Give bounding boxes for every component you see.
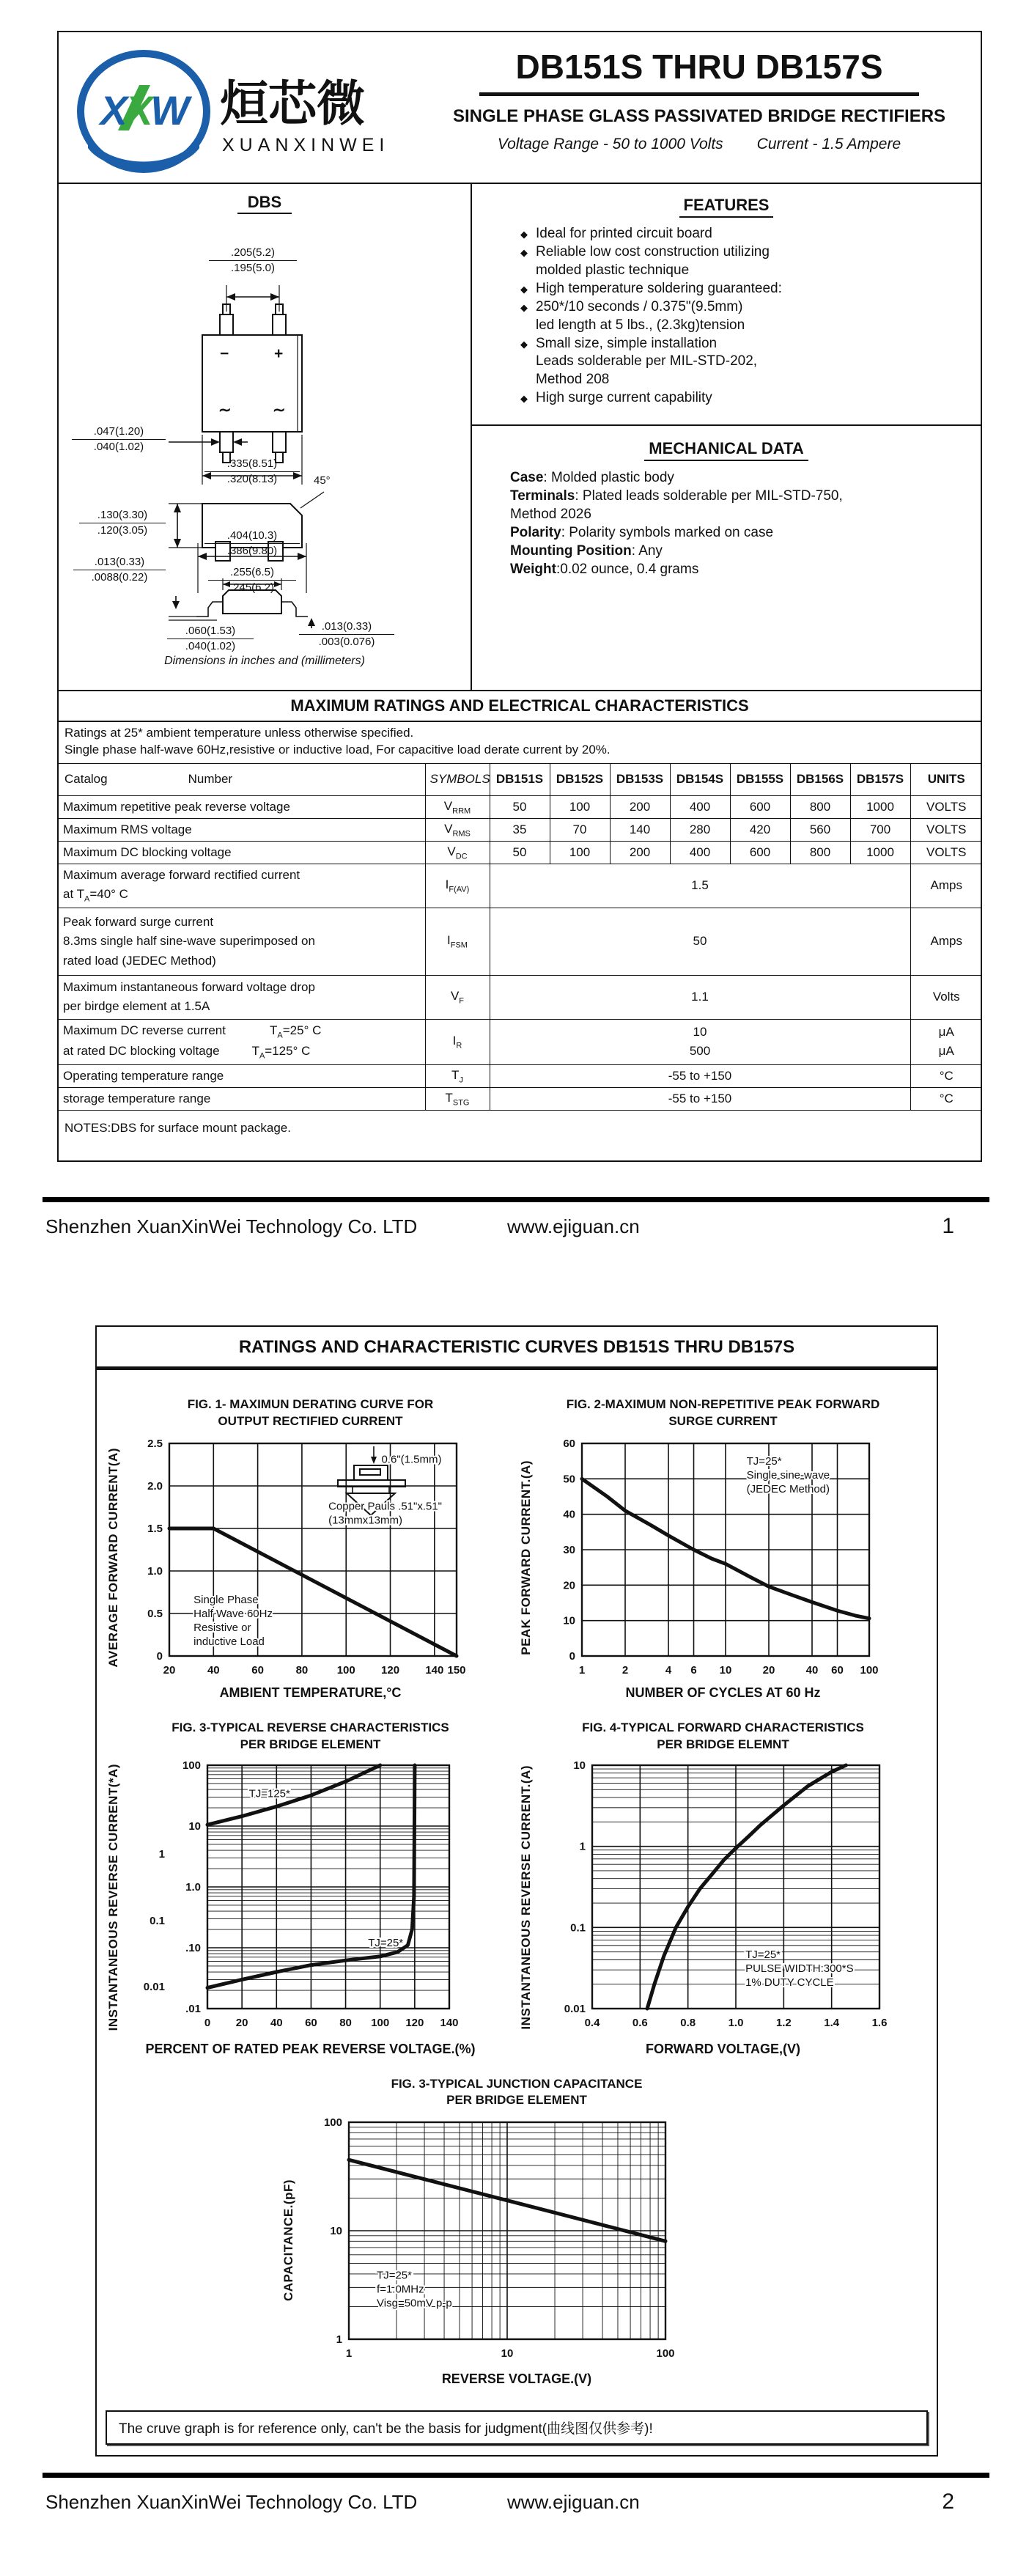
- svg-text:TJ=25*: TJ=25*: [745, 1948, 781, 1961]
- title-block: [431, 40, 975, 178]
- svg-text:1.2: 1.2: [775, 2016, 792, 2029]
- svg-text:2: 2: [622, 1663, 628, 1677]
- svg-text:60: 60: [563, 1437, 575, 1450]
- svg-text:1: 1: [158, 1847, 165, 1861]
- svg-text:140: 140: [425, 1663, 444, 1677]
- svg-text:20: 20: [163, 1663, 176, 1677]
- symbol-tstg: $T_{STG}$: [425, 1087, 490, 1110]
- logo-xxw: XXW: [100, 87, 188, 133]
- svg-text:0.6"(1.5mm): 0.6"(1.5mm): [381, 1453, 442, 1466]
- svg-text:TJ=125*: TJ=125*: [248, 1786, 290, 1800]
- svg-text:80: 80: [339, 2016, 352, 2029]
- page-number: 1: [942, 1213, 954, 1238]
- svg-text:Single sine-wave: Single sine-wave: [746, 1468, 830, 1482]
- ratings-heading: MAXIMUM RATINGS AND ELECTRICAL CHARACTERISTICS: [59, 690, 981, 722]
- svg-text:2.5: 2.5: [147, 1437, 163, 1450]
- svg-text:Copper Pauls .51"x.51": Copper Pauls .51"x.51": [328, 1500, 442, 1513]
- table-row-tstg: storage temperature range $T_{STG}$ -55 to +150 °C: [59, 1087, 982, 1110]
- dim-body-height: .130(3.30) .120(3.05): [79, 508, 166, 537]
- svg-text:1.5: 1.5: [147, 1522, 163, 1535]
- svg-text:1: 1: [345, 2347, 352, 2360]
- figure-1-y-axis-label: AVERAGE FORWARD CURRENT(A): [106, 1447, 120, 1668]
- svg-text:120: 120: [405, 2016, 424, 2029]
- part-header: DB156S: [790, 763, 850, 795]
- figure-1-title: FIG. 1- MAXIMUN DERATING CURVE FOR OUTPUT RECTIFIED CURRENT: [187, 1396, 434, 1428]
- current-rating: Current - 1.5 Ampere: [756, 136, 901, 152]
- svg-text:0.01: 0.01: [143, 1980, 165, 1993]
- figure-5-y-axis-label: CAPACITANCE.(pF): [281, 2179, 295, 2302]
- figure-5-title: FIG. 3-TYPICAL JUNCTION CAPACITANCE PER BRIDGE ELEMENT: [391, 2076, 643, 2108]
- svg-text:Resistive or: Resistive or: [193, 1621, 251, 1634]
- feature-item: ◆ Ideal for printed circuit board: [520, 225, 976, 243]
- svg-text:1.6: 1.6: [871, 2016, 888, 2029]
- svg-text:0: 0: [569, 1649, 575, 1663]
- footer-2: [45, 2489, 984, 2514]
- figure-2-x-axis-label: NUMBER OF CYCLES AT 60 Hz: [625, 1685, 821, 1700]
- part-header: DB151S: [490, 763, 550, 795]
- symbol-ifsm: $I_{FSM}$: [425, 908, 490, 975]
- svg-text:4: 4: [665, 1663, 671, 1677]
- website-link: www.ejiguan.cn: [507, 2491, 640, 2514]
- svg-text:1.0: 1.0: [185, 1880, 201, 1894]
- company-logo: [64, 40, 431, 178]
- svg-text:1.0: 1.0: [147, 1564, 163, 1578]
- svg-text:TJ=25*: TJ=25*: [376, 2270, 412, 2283]
- mech-line: Method 2026: [510, 507, 591, 523]
- page-number: 2: [942, 2489, 954, 2514]
- mech-line: Mounting Position: Any: [510, 543, 663, 559]
- symbol-ifav: $I_{F(AV)}$: [425, 864, 490, 908]
- svg-text:1.4: 1.4: [823, 2016, 839, 2029]
- svg-text:0.6: 0.6: [632, 2016, 648, 2029]
- table-notes: NOTES:DBS for surface mount package.: [64, 1120, 291, 1135]
- symbol-ir: $I_R$: [425, 1019, 490, 1064]
- page-title: DB151S THRU DB157S: [515, 48, 883, 86]
- company-name: Shenzhen XuanXinWei Technology Co. LTD: [45, 2491, 418, 2514]
- symbol-vrrm: $V_{RRM}$: [425, 795, 490, 818]
- svg-text:120: 120: [380, 1663, 399, 1677]
- svg-text:(JEDEC Method): (JEDEC Method): [746, 1482, 830, 1495]
- figure-3-chart: [121, 1756, 469, 2039]
- table-row-ifav: Maximum average forward rectified current at $T_A=40^\circ$ C $I_{F(AV)}$ 1.5 Amps: [59, 864, 982, 908]
- mechanical-data-section: [472, 426, 981, 586]
- bullet-icon: ◆: [520, 302, 528, 314]
- title-underline: [479, 92, 919, 96]
- dim-inner-width: .255(6.5) .245(6.2): [208, 565, 296, 595]
- footer-rule-1: [43, 1197, 989, 1202]
- svg-text:10: 10: [330, 2225, 342, 2238]
- symbol-vdc: $V_{DC}$: [425, 841, 490, 864]
- table-row-ifsm: Peak forward surge current 8.3ms single half sine-wave superimposed on rated load (JEDEC Method) $I_{FSM}$ 50 Amps: [59, 908, 982, 975]
- features-heading: FEATURES: [476, 196, 976, 215]
- polarity-plus: +: [274, 345, 284, 362]
- package-name: DBS: [59, 193, 471, 212]
- svg-text:0.8: 0.8: [679, 2016, 696, 2029]
- table-header-row: [59, 763, 982, 795]
- ratings-notes: [59, 722, 981, 763]
- svg-text:20: 20: [563, 1578, 575, 1591]
- figure-4-y-axis-label: INSTANTANEOUS REVERSE CURRENT.(A): [519, 1764, 533, 2030]
- curves-heading: RATINGS AND CHARACTERISTIC CURVES DB151S THRU DB157S: [97, 1327, 937, 1370]
- figure-2-title: FIG. 2-MAXIMUM NON-REPETITIVE PEAK FORWARD SURGE CURRENT: [566, 1396, 880, 1428]
- symbol-vf: $V_F$: [425, 975, 490, 1019]
- svg-text:150: 150: [447, 1663, 466, 1677]
- svg-text:2.0: 2.0: [147, 1479, 163, 1493]
- mechanical-data-heading: MECHANICAL DATA: [476, 439, 976, 458]
- svg-text:1.0: 1.0: [728, 2016, 744, 2029]
- dim-foot-length: .060(1.53) .040(1.02): [167, 624, 254, 653]
- svg-text:40: 40: [563, 1508, 575, 1521]
- bullet-icon: ◆: [520, 392, 528, 404]
- package-outline-column: [59, 184, 472, 690]
- logo-en-text: XUANXINWEI: [222, 135, 390, 155]
- svg-text:0: 0: [204, 2016, 210, 2029]
- figure-5-x-axis-label: REVERSE VOLTAGE.(V): [441, 2371, 592, 2387]
- svg-text:0.5: 0.5: [147, 1607, 163, 1620]
- svg-text:40: 40: [805, 1663, 819, 1677]
- svg-text:40: 40: [207, 1663, 220, 1677]
- symbols-header: SYMBOLS: [425, 763, 490, 795]
- figure-1-x-axis-label: AMBIENT TEMPERATURE,°C: [219, 1685, 402, 1700]
- figure-4-chart: [534, 1756, 904, 2039]
- ratings-note-2: Single phase half-wave 60Hz,resistive or inductive load, For capacitive load derate current by 20%.: [64, 742, 611, 757]
- page-2: [95, 1325, 938, 2457]
- package-drawing: [59, 212, 471, 687]
- svg-text:6: 6: [690, 1663, 697, 1677]
- figure-3-title: FIG. 3-TYPICAL REVERSE CHARACTERISTICS PER BRIDGE ELEMENT: [171, 1720, 449, 1751]
- svg-text:100: 100: [336, 1663, 355, 1677]
- figure-5: [282, 2076, 751, 2388]
- dim-lead-pitch: .205(5.2) .195(5.0): [209, 246, 297, 275]
- svg-text:.01: .01: [185, 2002, 201, 2015]
- table-row-vdc: Maximum DC blocking voltage $V_{DC}$ 50 100 200 400 600 800 1000 VOLTS: [59, 841, 982, 864]
- svg-text:40: 40: [270, 2016, 283, 2029]
- dim-overall-width: .404(10.3) .386(9.80): [204, 529, 300, 558]
- ratings-note-1: Ratings at 25* ambient temperature unless otherwise specified.: [64, 726, 414, 740]
- svg-text:0.1: 0.1: [569, 1921, 586, 1934]
- figure-3: [107, 1720, 514, 2057]
- figure-2-y-axis-label: PEAK FORWARD CURRENT.(A): [519, 1460, 533, 1655]
- bullet-icon: ◆: [520, 283, 528, 295]
- figure-3-y-axis-label: INSTANTANEOUS REVERSE CURRENT(*A): [106, 1763, 120, 2031]
- voltage-range: Voltage Range - 50 to 1000 Volts: [497, 136, 723, 152]
- svg-text:10: 10: [501, 2347, 514, 2360]
- svg-text:100: 100: [182, 1759, 201, 1772]
- part-header: DB152S: [550, 763, 610, 795]
- website-link: www.ejiguan.cn: [507, 1215, 640, 1237]
- part-header: DB154S: [670, 763, 730, 795]
- header: [59, 32, 981, 184]
- figure-1: [107, 1396, 514, 1701]
- svg-text:1% DUTY CYCLE: 1% DUTY CYCLE: [745, 1976, 834, 1989]
- mech-line: Weight:0.02 ounce, 0.4 grams: [510, 562, 699, 578]
- svg-text:TJ=25*: TJ=25*: [746, 1454, 782, 1468]
- logo-graphic: [76, 48, 421, 174]
- table-row-vrrm: Maximum repetitive peak reverse voltage $V_{RRM}$ 50 100 200 400 600 800 1000 VOLTS: [59, 795, 982, 818]
- figure-5-chart: [296, 2112, 707, 2369]
- footer-rule-2: [43, 2473, 989, 2478]
- figure-2: [520, 1396, 926, 1701]
- svg-text:.10: .10: [185, 1941, 201, 1954]
- dim-lead-thickness: .013(0.33) .003(0.076): [299, 619, 394, 649]
- svg-text:Visg=50mV p-p: Visg=50mV p-p: [376, 2297, 452, 2311]
- feature-item: ◆ Reliable low cost construction utilizing molded plastic technique: [520, 243, 976, 279]
- part-header: DB157S: [850, 763, 910, 795]
- svg-text:10: 10: [563, 1614, 575, 1627]
- svg-text:20: 20: [235, 2016, 248, 2029]
- svg-text:0.1: 0.1: [149, 1914, 165, 1927]
- mech-line: Polarity: Polarity symbols marked on case: [510, 525, 774, 541]
- polarity-minus: −: [220, 345, 229, 362]
- svg-text:PULSE WIDTH:300*S: PULSE WIDTH:300*S: [745, 1962, 854, 1975]
- main-columns: [59, 184, 981, 690]
- part-header: DB153S: [610, 763, 670, 795]
- svg-text:10: 10: [573, 1759, 586, 1772]
- feature-item: ◆ Small size, simple installation Leads solderable per MIL-STD-202, Method 208: [520, 335, 976, 389]
- drawing-caption: Dimensions in inches and (millimeters): [164, 655, 365, 667]
- svg-text:100: 100: [656, 2347, 675, 2360]
- bullet-icon: ◆: [520, 229, 528, 240]
- symbol-vrms: $V_{RMS}$: [425, 818, 490, 841]
- company-name: Shenzhen XuanXinWei Technology Co. LTD: [45, 1215, 418, 1237]
- bullet-icon: ◆: [520, 338, 528, 350]
- feature-item: ◆ 250*/10 seconds / 0.375"(9.5mm) led length at 5 lbs., (2.3kg)tension: [520, 298, 976, 334]
- svg-text:1: 1: [336, 2333, 342, 2347]
- polarity-ac1: ∼: [218, 402, 232, 419]
- tagline: [431, 136, 967, 153]
- svg-text:140: 140: [440, 2016, 459, 2029]
- table-row-vf: Maximum instantaneous forward voltage drop per birdge element at 1.5A $V_F$ 1.1 Volts: [59, 975, 982, 1019]
- figure-4-x-axis-label: FORWARD VOLTAGE,(V): [646, 2041, 800, 2056]
- feature-item: ◆ High temperature soldering guaranteed:: [520, 280, 976, 298]
- figure-4-title: FIG. 4-TYPICAL FORWARD CHARACTERISTICS PER BRIDGE ELEMNT: [582, 1720, 864, 1751]
- mech-line: Case: Molded plastic body: [510, 470, 674, 485]
- dim-body-width: .335(8.51) .320(8.13): [204, 457, 300, 486]
- figure-3-x-axis-label: PERCENT OF RATED PEAK REVERSE VOLTAGE.(%): [145, 2041, 476, 2056]
- symbol-tj: $T_J$: [425, 1064, 490, 1087]
- svg-text:100: 100: [370, 2016, 389, 2029]
- catalog-number-header: Catalog Number: [59, 763, 425, 795]
- feature-item: ◆ High surge current capability: [520, 389, 976, 407]
- page-1: [57, 31, 982, 1162]
- table-row-vrms: Maximum RMS voltage $V_{RMS}$ 35 70 140 280 420 560 700 VOLTS: [59, 818, 982, 841]
- svg-text:inductive Load: inductive Load: [193, 1635, 265, 1648]
- svg-text:0: 0: [156, 1649, 163, 1663]
- svg-text:60: 60: [830, 1663, 844, 1677]
- ratings-table: [59, 763, 982, 1111]
- svg-text:30: 30: [563, 1543, 575, 1556]
- footer-1: [45, 1214, 984, 1239]
- logo-diode-bar: [149, 143, 152, 159]
- svg-text:(13mmx13mm): (13mmx13mm): [328, 1514, 402, 1527]
- svg-text:100: 100: [323, 2116, 342, 2130]
- svg-text:80: 80: [295, 1663, 308, 1677]
- table-row-tj: Operating temperature range $T_J$ -55 to +150 °C: [59, 1064, 982, 1087]
- bullet-icon: ◆: [520, 247, 528, 259]
- reference-note: The cruve graph is for reference only, can't be the basis for judgment(曲线图仅供参考)!: [106, 2410, 928, 2445]
- svg-text:Single Phase: Single Phase: [193, 1593, 259, 1606]
- figure-4: [520, 1720, 926, 2057]
- polarity-ac2: ∼: [273, 402, 286, 419]
- dim-chamfer-angle: 45°: [314, 474, 331, 487]
- figures-grid: [97, 1370, 937, 2401]
- svg-text:10: 10: [719, 1663, 732, 1677]
- svg-text:1: 1: [579, 1840, 586, 1853]
- dim-standoff: .013(0.33) .0088(0.22): [73, 555, 166, 584]
- svg-text:0.01: 0.01: [564, 2002, 586, 2015]
- svg-text:0.4: 0.4: [584, 2016, 600, 2029]
- datasheet-document: [0, 31, 1018, 2576]
- table-row-ir: Maximum DC reverse current $T_A=25^\circ$ C at rated DC blocking voltage $T_A=125^\circ$ C $I_R$ 10 500 μA μA: [59, 1019, 982, 1064]
- info-column: [472, 184, 981, 690]
- svg-text:Half Wave 60Hz: Half Wave 60Hz: [193, 1607, 273, 1620]
- logo-cn-text: 烜芯微: [220, 76, 365, 130]
- units-header: UNITS: [910, 763, 982, 795]
- figure-1-chart: [121, 1433, 491, 1682]
- svg-text:10: 10: [188, 1819, 201, 1833]
- svg-text:100: 100: [860, 1663, 879, 1677]
- part-header: DB155S: [730, 763, 790, 795]
- svg-text:TJ=25*: TJ=25*: [367, 1936, 403, 1949]
- svg-text:50: 50: [563, 1472, 575, 1485]
- features-section: [472, 184, 981, 426]
- svg-text:60: 60: [304, 2016, 317, 2029]
- svg-text:1: 1: [578, 1663, 585, 1677]
- dim-lead-width: .047(1.20) .040(1.02): [72, 424, 166, 454]
- mech-line: Terminals: Plated leads solderable per MIL-STD-750,: [510, 488, 843, 504]
- svg-text:f=1.0MHz: f=1.0MHz: [376, 2284, 424, 2297]
- svg-text:60: 60: [251, 1663, 264, 1677]
- figure-2-chart: [534, 1433, 904, 1682]
- svg-text:20: 20: [762, 1663, 775, 1677]
- subtitle: SINGLE PHASE GLASS PASSIVATED BRIDGE RECTIFIERS: [452, 106, 946, 126]
